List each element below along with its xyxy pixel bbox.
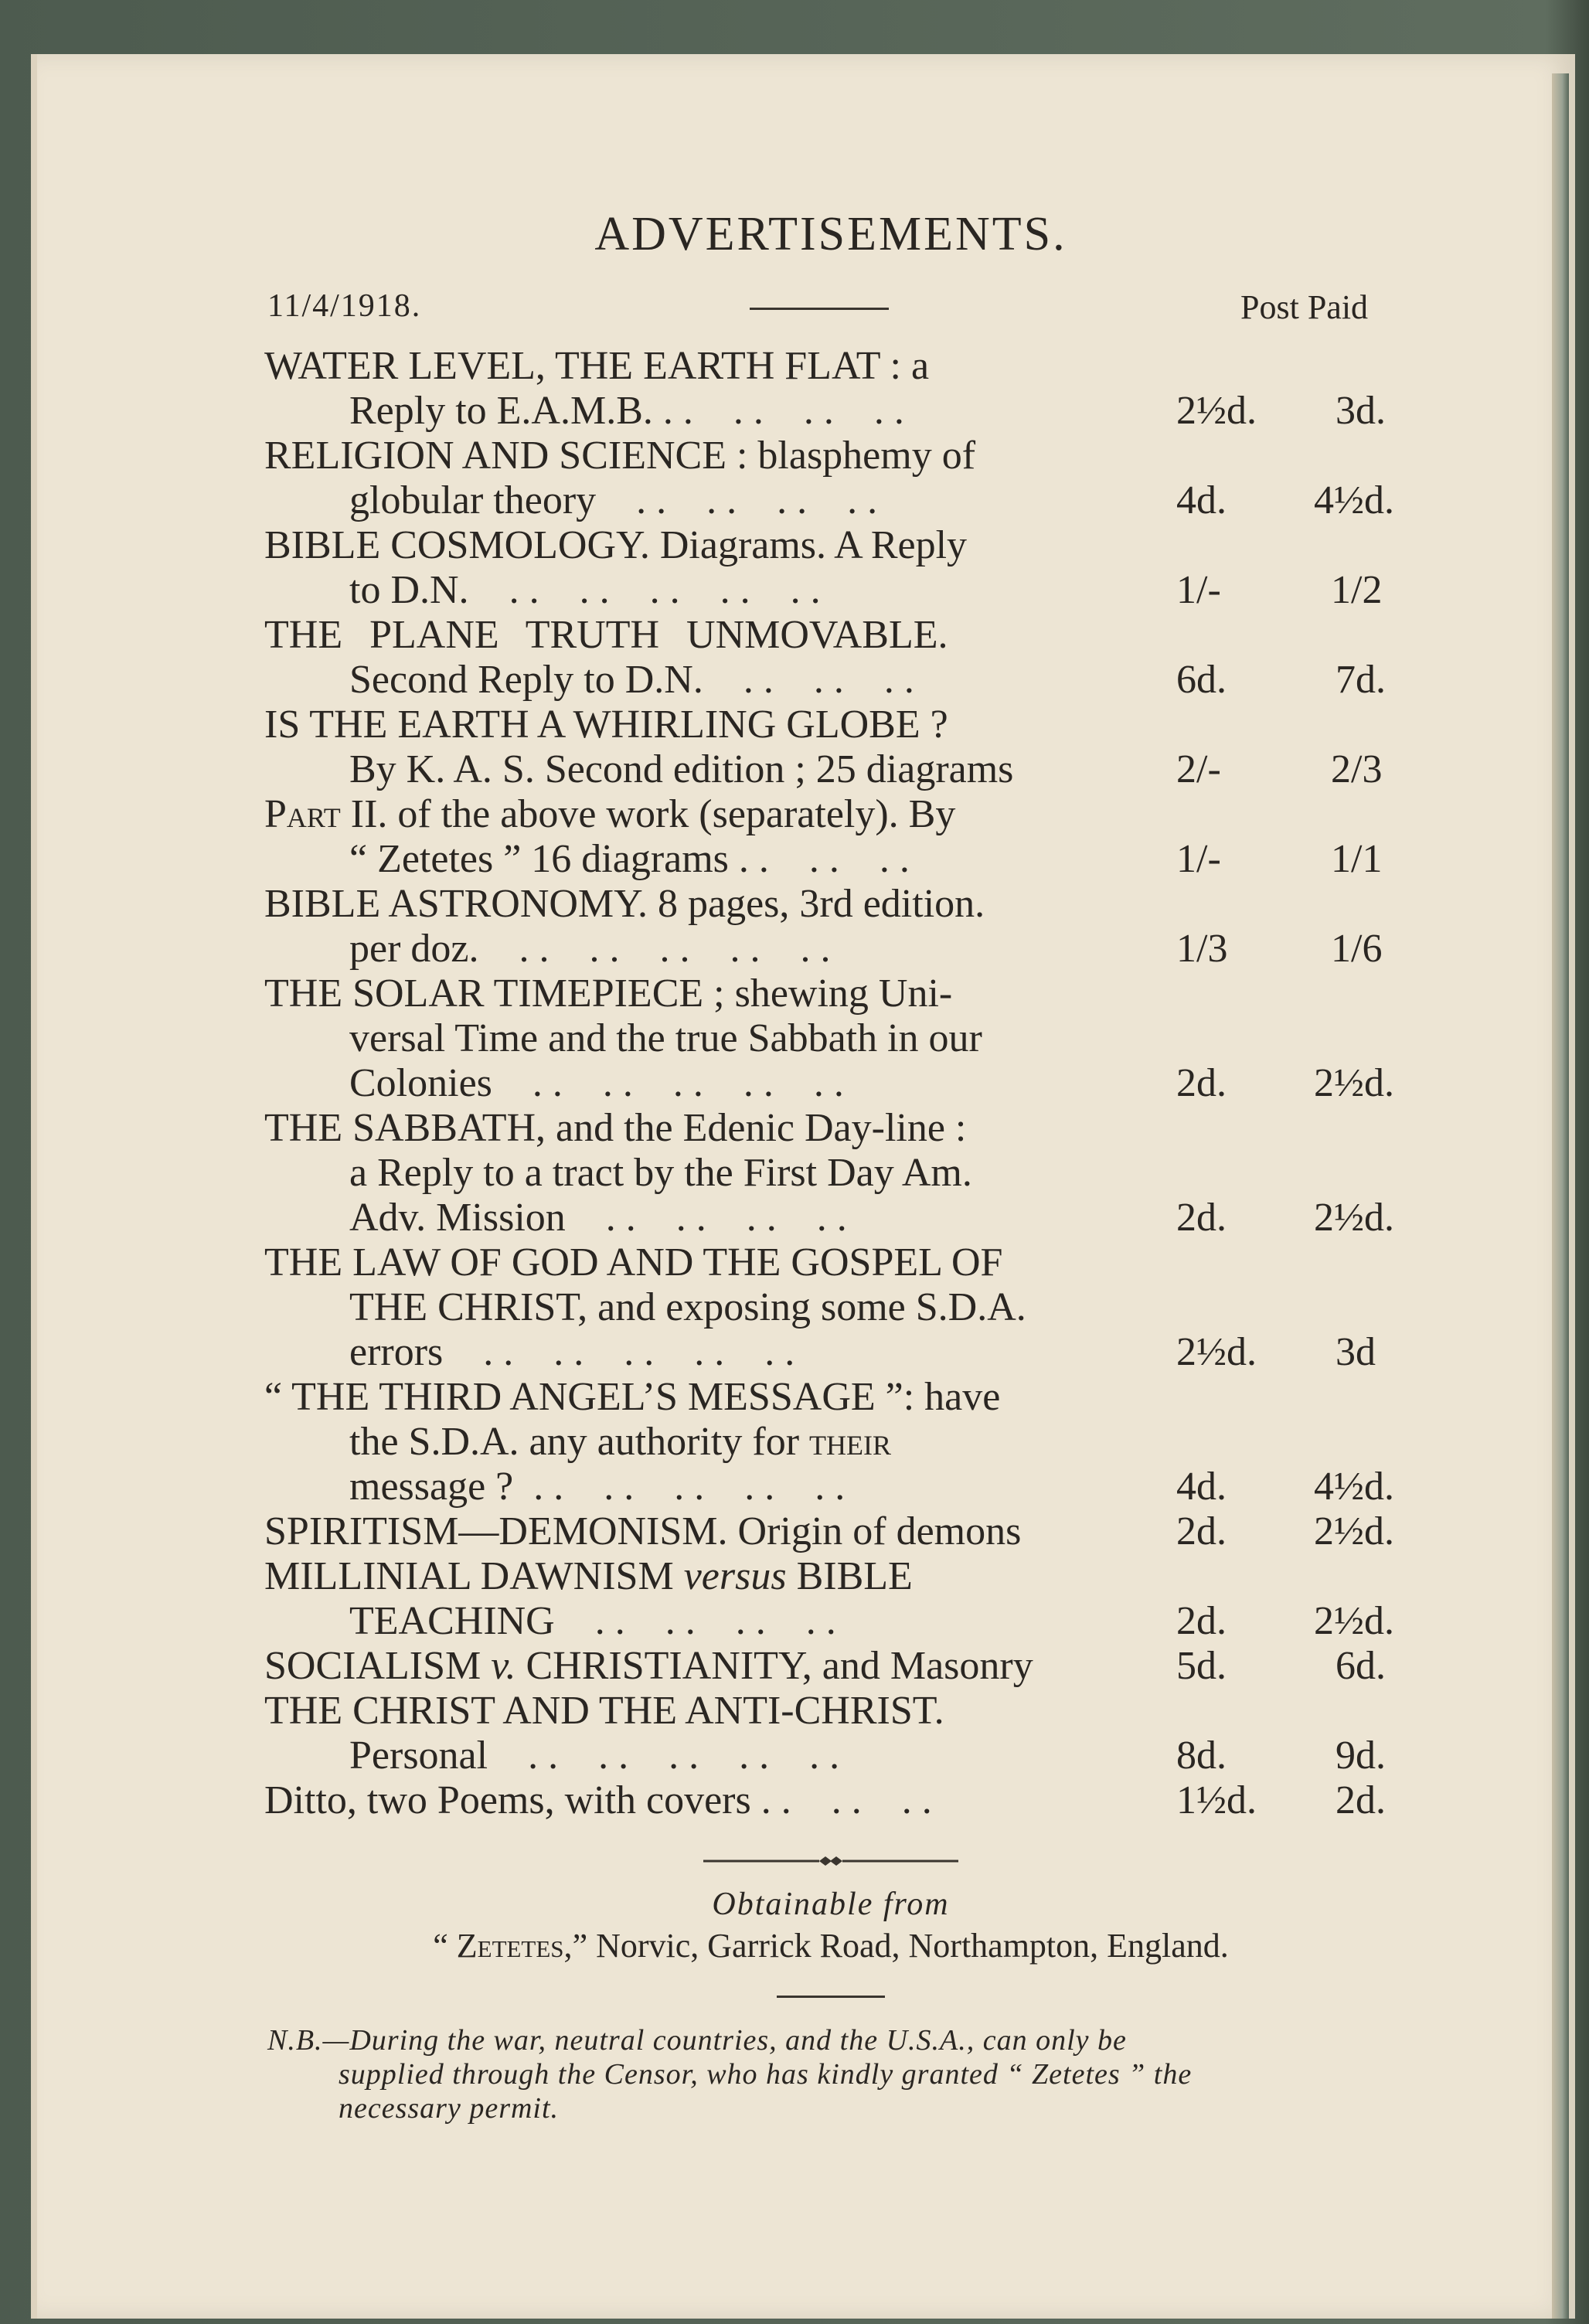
nb-line-1: N.B.—During the war, neutral countries, and the U.S.A., can only be [267, 2024, 1127, 2057]
entry-13-postpaid: 2½d. [1314, 1599, 1394, 1643]
entry-8-price: 2d. [1176, 1061, 1227, 1105]
entry-5-line-1: IS THE EARTH A WHIRLING GLOBE ? [264, 703, 948, 747]
entry-3-postpaid: 1/2 [1331, 568, 1383, 612]
entry-12-line-1: SPIRITISM—DEMONISM. Origin of demons [264, 1509, 1022, 1553]
entry-15-line-2: Personal . . . . . . . . . . [349, 1734, 840, 1778]
entry-16-postpaid: 2d. [1336, 1778, 1386, 1822]
entry-10-line-3: errors . . . . . . . . . . [349, 1330, 795, 1374]
entry-10-price: 2½d. [1176, 1330, 1257, 1374]
entry-8-postpaid: 2½d. [1314, 1061, 1394, 1105]
entry-3-price: 1/- [1176, 568, 1221, 612]
entry-2-price: 4d. [1176, 478, 1227, 522]
entry-15-postpaid: 9d. [1336, 1734, 1386, 1778]
entry-11-postpaid: 4½d. [1314, 1465, 1394, 1509]
entry-3-line-2: to D.N. . . . . . . . . . . [349, 568, 821, 612]
entry-10-line-1: THE LAW OF GOD AND THE GOSPEL OF [264, 1240, 1003, 1284]
entry-12-postpaid: 2½d. [1314, 1509, 1394, 1553]
entry-16-price: 1½d. [1176, 1778, 1257, 1822]
entry-1-line-2: Reply to E.A.M.B. . . . . . . . . [349, 389, 904, 433]
entry-7-price: 1/3 [1176, 927, 1228, 971]
entry-6-price: 1/- [1176, 837, 1221, 881]
entry-5-price: 2/- [1176, 747, 1221, 791]
entry-1-line-1: WATER LEVEL, THE EARTH FLAT : a [264, 344, 930, 388]
entry-9-postpaid: 2½d. [1314, 1196, 1394, 1240]
book-edge [1552, 73, 1569, 2319]
entry-11-line-2: the S.D.A. any authority for their [349, 1420, 891, 1464]
entry-6-postpaid: 1/1 [1331, 837, 1383, 881]
entry-8-line-3: Colonies . . . . . . . . . . [349, 1061, 844, 1105]
entry-16-line-1: Ditto, two Poems, with covers . . . . . . [264, 1778, 932, 1822]
entry-11-line-3: message ? . . . . . . . . . . [349, 1465, 846, 1509]
entry-1-postpaid: 3d. [1336, 389, 1386, 433]
address-line: “ Zetetes,” Norvic, Garrick Road, Northampton, England. [433, 1927, 1229, 1965]
entry-7-line-1: BIBLE ASTRONOMY. 8 pages, 3rd edition. [264, 882, 985, 926]
entry-6-line-1: Part II. of the above work (separately). By [264, 792, 956, 836]
entry-13-line-1: MILLINIAL DAWNISM versus BIBLE [264, 1554, 913, 1598]
footer-rule [777, 1996, 885, 1998]
entry-9-line-3: Adv. Mission . . . . . . . . [349, 1196, 847, 1240]
entry-4-price: 6d. [1176, 658, 1227, 702]
entry-14-line-1: SOCIALISM v. CHRISTIANITY, and Masonry [264, 1644, 1033, 1688]
entry-6-line-2: “ Zetetes ” 16 diagrams . . . . . . [349, 837, 910, 881]
nb-note [267, 2023, 1402, 2125]
entry-8-line-1: THE SOLAR TIMEPIECE ; shewing Uni- [264, 971, 953, 1016]
entry-10-line-2: THE CHRIST, and exposing some S.D.A. [349, 1285, 1026, 1329]
nb-line-2: supplied through the Censor, who has kindly granted “ Zetetes ” the [339, 2058, 1193, 2091]
entry-3-line-1: BIBLE COSMOLOGY. Diagrams. A Reply [264, 523, 968, 567]
entry-11-line-1: “ THE THIRD ANGEL’S MESSAGE ”: have [264, 1375, 1001, 1419]
entry-4-line-2: Second Reply to D.N. . . . . . . [349, 658, 914, 702]
page-title: ADVERTISEMENTS. [594, 208, 1067, 260]
entry-5-postpaid: 2/3 [1331, 747, 1383, 791]
entry-1-price: 2½d. [1176, 389, 1257, 433]
obtainable-from: Obtainable from [712, 1887, 950, 1922]
entry-2-postpaid: 4½d. [1314, 478, 1394, 522]
date-line: 11/4/1918. [267, 288, 422, 324]
entry-11-price: 4d. [1176, 1465, 1227, 1509]
entry-9-line-1: THE SABBATH, and the Edenic Day-line : [264, 1106, 967, 1150]
entry-9-line-2: a Reply to a tract by the First Day Am. [349, 1151, 972, 1195]
entry-15-price: 8d. [1176, 1734, 1227, 1778]
nb-line-3: necessary permit. [339, 2092, 560, 2125]
header-dash [750, 308, 889, 310]
entry-15-line-1: THE CHRIST AND THE ANTI-CHRIST. [264, 1689, 944, 1733]
entry-2-line-2: globular theory . . . . . . . . [349, 478, 878, 522]
entry-9-price: 2d. [1176, 1196, 1227, 1240]
post-paid-label: Post Paid [1240, 288, 1369, 326]
entry-14-price: 5d. [1176, 1644, 1227, 1688]
entry-13-line-2: TEACHING . . . . . . . . [349, 1599, 836, 1643]
entry-10-postpaid: 3d [1336, 1330, 1376, 1374]
entry-14-postpaid: 6d. [1336, 1644, 1386, 1688]
entry-12-price: 2d. [1176, 1509, 1227, 1553]
entry-13-price: 2d. [1176, 1599, 1227, 1643]
entry-7-postpaid: 1/6 [1331, 927, 1383, 971]
entry-2-line-1: RELIGION AND SCIENCE : blasphemy of [264, 434, 976, 478]
entry-5-line-2: By K. A. S. Second edition ; 25 diagrams [349, 747, 1014, 791]
ornament-rule [703, 1853, 958, 1869]
entry-4-line-1: THE PLANE TRUTH UNMOVABLE. [264, 613, 948, 657]
entry-8-line-2: versal Time and the true Sabbath in our [349, 1016, 982, 1060]
entry-4-postpaid: 7d. [1336, 658, 1386, 702]
entry-7-line-2: per doz. . . . . . . . . . . [349, 927, 831, 971]
